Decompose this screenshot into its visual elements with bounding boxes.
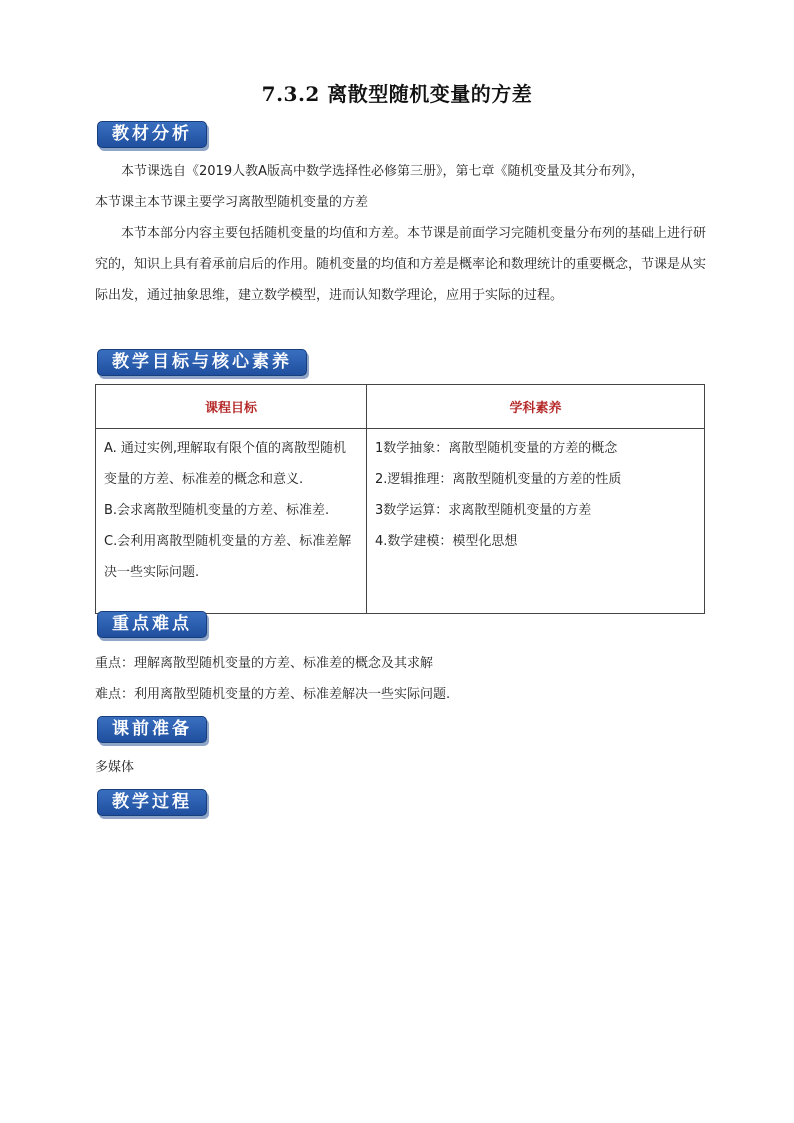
section-tag-goals: 教学目标与核心素养 <box>97 349 307 376</box>
key-point-focus: 重点：理解离散型随机变量的方差、标准差的概念及其求解 <box>95 656 434 671</box>
analysis-paragraph-1-line-1: 本节课选自《2019人教A版高中数学选择性必修第三册》，第七章《随机变量及其分布列》， <box>121 164 644 179</box>
section-tag-process: 教学过程 <box>97 789 207 816</box>
goals-header-literacy: 学科素养 <box>367 385 705 429</box>
course-goal-a: A. 通过实例,理解取有限个值的离散型随机变量的方差、标准差的概念和意义. <box>104 441 347 487</box>
literacy-item-1: 1数学抽象：离散型随机变量的方差的概念 <box>375 441 618 456</box>
literacy-item-2: 2.逻辑推理：离散型随机变量的方差的性质 <box>375 472 622 487</box>
page-title: 7.3.2 离散型随机变量的方差 <box>261 82 533 106</box>
course-goal-b: B.会求离散型随机变量的方差、标准差. <box>104 503 330 518</box>
analysis-paragraph-2: 本节本部分内容主要包括随机变量的均值和方差。本节课是前面学习完随机变量分布列的基础上进行研究的，知识上具有着承前启后的作用。随机变量的均值和方差是概率论和数理统计的重要概念，节课是从实际出发，通过抽象思维，建立数学模型，进而认知数学理论，应用于实际的过程。 <box>95 226 707 303</box>
key-point-difficulty: 难点：利用离散型随机变量的方差、标准差解决一些实际问题. <box>95 687 451 702</box>
section-tag-analysis: 教材分析 <box>97 121 207 148</box>
goals-literacy-cell <box>367 429 705 614</box>
section-tag-key-points: 重点难点 <box>97 611 207 638</box>
literacy-item-3: 3数学运算：求离散型随机变量的方差 <box>375 503 592 518</box>
goals-table <box>95 384 705 614</box>
section-tag-preparation: 课前准备 <box>97 716 207 743</box>
analysis-paragraph-1-line-2: 本节课主本节课主要学习离散型随机变量的方差 <box>95 195 369 210</box>
literacy-item-4: 4.数学建模：模型化思想 <box>375 534 518 549</box>
preparation-text: 多媒体 <box>95 760 135 775</box>
course-goal-c: C.会利用离散型随机变量的方差、标准差解决一些实际问题. <box>104 534 352 580</box>
goals-course-cell <box>96 429 367 614</box>
goals-header-course: 课程目标 <box>96 385 367 429</box>
